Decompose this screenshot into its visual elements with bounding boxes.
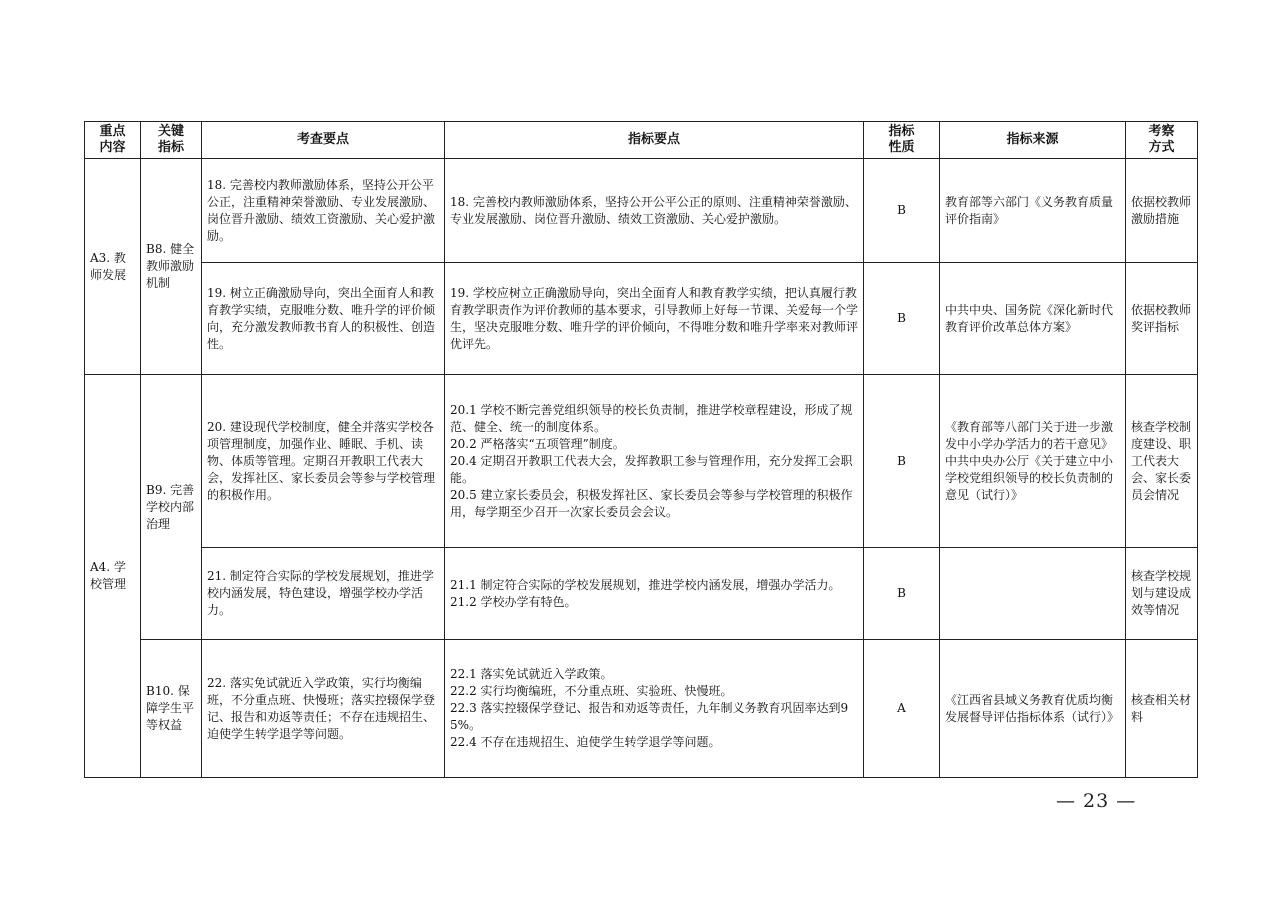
table-header-row <box>85 122 1198 159</box>
method-cell: 依据校教师奖评指标 <box>1126 263 1198 375</box>
check-point-cell: 20. 建设现代学校制度，健全并落实学校各项管理制度，加强作业、睡眠、手机、读物、体质等管理。定期召开教职工代表大会，发挥社区、家长委员会等参与学校管理的积极作用。 <box>202 375 445 548</box>
check-point-cell: 18. 完善校内教师激励体系，坚持公开公平公正，注重精神荣誉激励、专业发展激励、岗位晋升激励、绩效工资激励、关心爱护激励。 <box>202 159 445 263</box>
key-content-cell: A3. 教师发展 <box>85 159 141 375</box>
evaluation-table <box>84 121 1198 778</box>
table-row <box>85 263 1198 375</box>
header-key-content: 重点 内容 <box>85 122 141 159</box>
nature-cell: B <box>864 375 940 548</box>
header-method: 考察 方式 <box>1126 122 1198 159</box>
nature-cell: A <box>864 640 940 778</box>
indicator-point-cell: 22.1 落实免试就近入学政策。 22.2 实行均衡编班，不分重点班、实验班、快慢班。 22.3 落实控辍保学登记、报告和劝返等责任，九年制义务教育巩固率达到95%。 22.4 不存在违规招生、迫使学生转学退学等问题。 <box>445 640 864 778</box>
indicator-point-cell: 20.1 学校不断完善党组织领导的校长负责制，推进学校章程建设，形成了规范、健全、统一的制度体系。 20.2 严格落实“五项管理”制度。 20.4 定期召开教职工代表大会，发挥教职工参与管理作用，充分发挥工会职能。 20.5 建立家长委员会，积极发挥社区、家长委员会等参与学校管理的积极作用，每学期至少召开一次家长委员会会议。 <box>445 375 864 548</box>
table-row <box>85 548 1198 640</box>
check-point-cell: 22. 落实免试就近入学政策，实行均衡编班，不分重点班、快慢班；落实控辍保学登记、报告和劝返等责任；不存在违规招生、迫使学生转学退学等问题。 <box>202 640 445 778</box>
header-key-indicator: 关键 指标 <box>141 122 202 159</box>
nature-cell: B <box>864 159 940 263</box>
key-indicator-cell: B8. 健全教师激励机制 <box>141 159 202 375</box>
header-indicator-points: 指标要点 <box>445 122 864 159</box>
header-nature: 指标 性质 <box>864 122 940 159</box>
key-indicator-cell: B10. 保障学生平等权益 <box>141 640 202 778</box>
source-cell <box>940 548 1126 640</box>
nature-cell: B <box>864 263 940 375</box>
table-row <box>85 375 1198 548</box>
header-source: 指标来源 <box>940 122 1126 159</box>
method-cell: 核查学校规划与建设成效等情况 <box>1126 548 1198 640</box>
source-cell: 《教育部等八部门关于进一步激发中小学办学活力的若干意见》 中共中央办公厅《关于建立中小学校党组织领导的校长负责制的意见（试行）》 <box>940 375 1126 548</box>
method-cell: 核查学校制度建设、职工代表大会、家长委员会情况 <box>1126 375 1198 548</box>
page-number: — 23 — <box>1056 790 1137 812</box>
key-indicator-cell: B9. 完善学校内部治理 <box>141 375 202 640</box>
indicator-point-cell: 18. 完善校内教师激励体系，坚持公开公平公正的原则、注重精神荣誉激励、专业发展激励、岗位晋升激励、绩效工资激励、关心爱护激励。 <box>445 159 864 263</box>
source-cell: 中共中央、国务院《深化新时代教育评价改革总体方案》 <box>940 263 1126 375</box>
source-cell: 教育部等六部门《义务教育质量评价指南》 <box>940 159 1126 263</box>
method-cell: 核查相关材料 <box>1126 640 1198 778</box>
header-check-points: 考查要点 <box>202 122 445 159</box>
key-content-cell: A4. 学校管理 <box>85 375 141 778</box>
indicator-point-cell: 19. 学校应树立正确激励导向，突出全面育人和教育教学实绩，把认真履行教育教学职责作为评价教师的基本要求，引导教师上好每一节课、关爱每一个学生，坚决克服唯分数、唯升学的评价倾向，不得唯分数和唯升学率来对教师评优评先。 <box>445 263 864 375</box>
check-point-cell: 19. 树立正确激励导向，突出全面育人和教育教学实绩，克服唯分数、唯升学的评价倾向，充分激发教师教书育人的积极性、创造性。 <box>202 263 445 375</box>
source-cell: 《江西省县域义务教育优质均衡发展督导评估指标体系（试行）》 <box>940 640 1126 778</box>
table-row <box>85 159 1198 263</box>
check-point-cell: 21. 制定符合实际的学校发展规划，推进学校内涵发展，特色建设，增强学校办学活力。 <box>202 548 445 640</box>
document-page <box>84 121 1198 778</box>
table-row <box>85 640 1198 778</box>
nature-cell: B <box>864 548 940 640</box>
method-cell: 依据校教师激励措施 <box>1126 159 1198 263</box>
indicator-point-cell: 21.1 制定符合实际的学校发展规划，推进学校内涵发展，增强办学活力。 21.2 学校办学有特色。 <box>445 548 864 640</box>
